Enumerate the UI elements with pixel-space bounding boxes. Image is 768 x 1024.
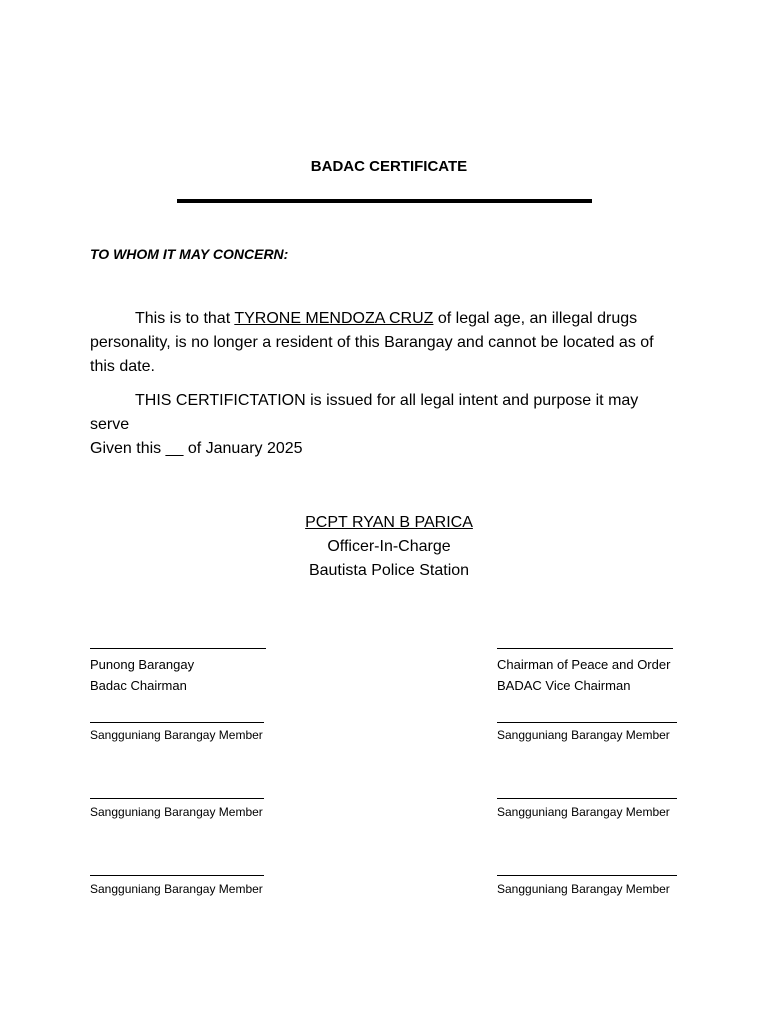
purpose-paragraph bbox=[90, 389, 680, 461]
signature-line-punong-barangay bbox=[90, 648, 266, 649]
signature-line-member bbox=[497, 722, 677, 723]
signature-title: Chairman of Peace and Order bbox=[497, 657, 671, 672]
member-label: Sangguniang Barangay Member bbox=[497, 728, 670, 742]
signature-title: Punong Barangay bbox=[90, 657, 195, 672]
member-label: Sangguniang Barangay Member bbox=[497, 805, 670, 819]
paragraph-body: of legal age, an illegal drugs personality, is no longer a resident of this Barangay and cannot be located as of this date. bbox=[90, 310, 654, 375]
signature-line-member bbox=[90, 722, 264, 723]
member-label: Sangguniang Barangay Member bbox=[90, 728, 263, 742]
certification-paragraph bbox=[90, 307, 680, 379]
given-date-line: Given this __ of January 2025 bbox=[90, 440, 303, 457]
signature-block-peace-order-chairman bbox=[497, 654, 670, 696]
signature-line-peace-order-chairman bbox=[497, 648, 673, 649]
subject-name: TYRONE MENDOZA CRUZ bbox=[234, 310, 434, 327]
purpose-line bbox=[90, 389, 680, 437]
document-title: BADAC CERTIFICATE bbox=[310, 158, 468, 175]
signatory-name: PCPT RYAN B PARICA bbox=[305, 514, 473, 531]
purpose-text: THIS CERTIFICTATION is issued for all legal intent and purpose it may serve bbox=[90, 392, 639, 433]
signature-line-member bbox=[90, 798, 264, 799]
paragraph-intro: This is to that bbox=[135, 310, 235, 327]
member-label: Sangguniang Barangay Member bbox=[497, 882, 670, 896]
title-divider bbox=[177, 199, 592, 203]
salutation: TO WHOM IT MAY CONCERN: bbox=[90, 246, 289, 262]
signature-subtitle: Badac Chairman bbox=[90, 678, 187, 693]
signatory-position: Officer-In-Charge bbox=[327, 538, 451, 555]
member-label: Sangguniang Barangay Member bbox=[90, 805, 263, 819]
signature-line-member bbox=[497, 875, 677, 876]
member-label: Sangguniang Barangay Member bbox=[90, 882, 263, 896]
signature-block-punong-barangay bbox=[90, 654, 194, 696]
signatory-office: Bautista Police Station bbox=[308, 562, 470, 579]
signature-line-member bbox=[497, 798, 677, 799]
signature-subtitle: BADAC Vice Chairman bbox=[497, 678, 631, 693]
signature-line-member bbox=[90, 875, 264, 876]
signatory-block bbox=[0, 511, 768, 583]
